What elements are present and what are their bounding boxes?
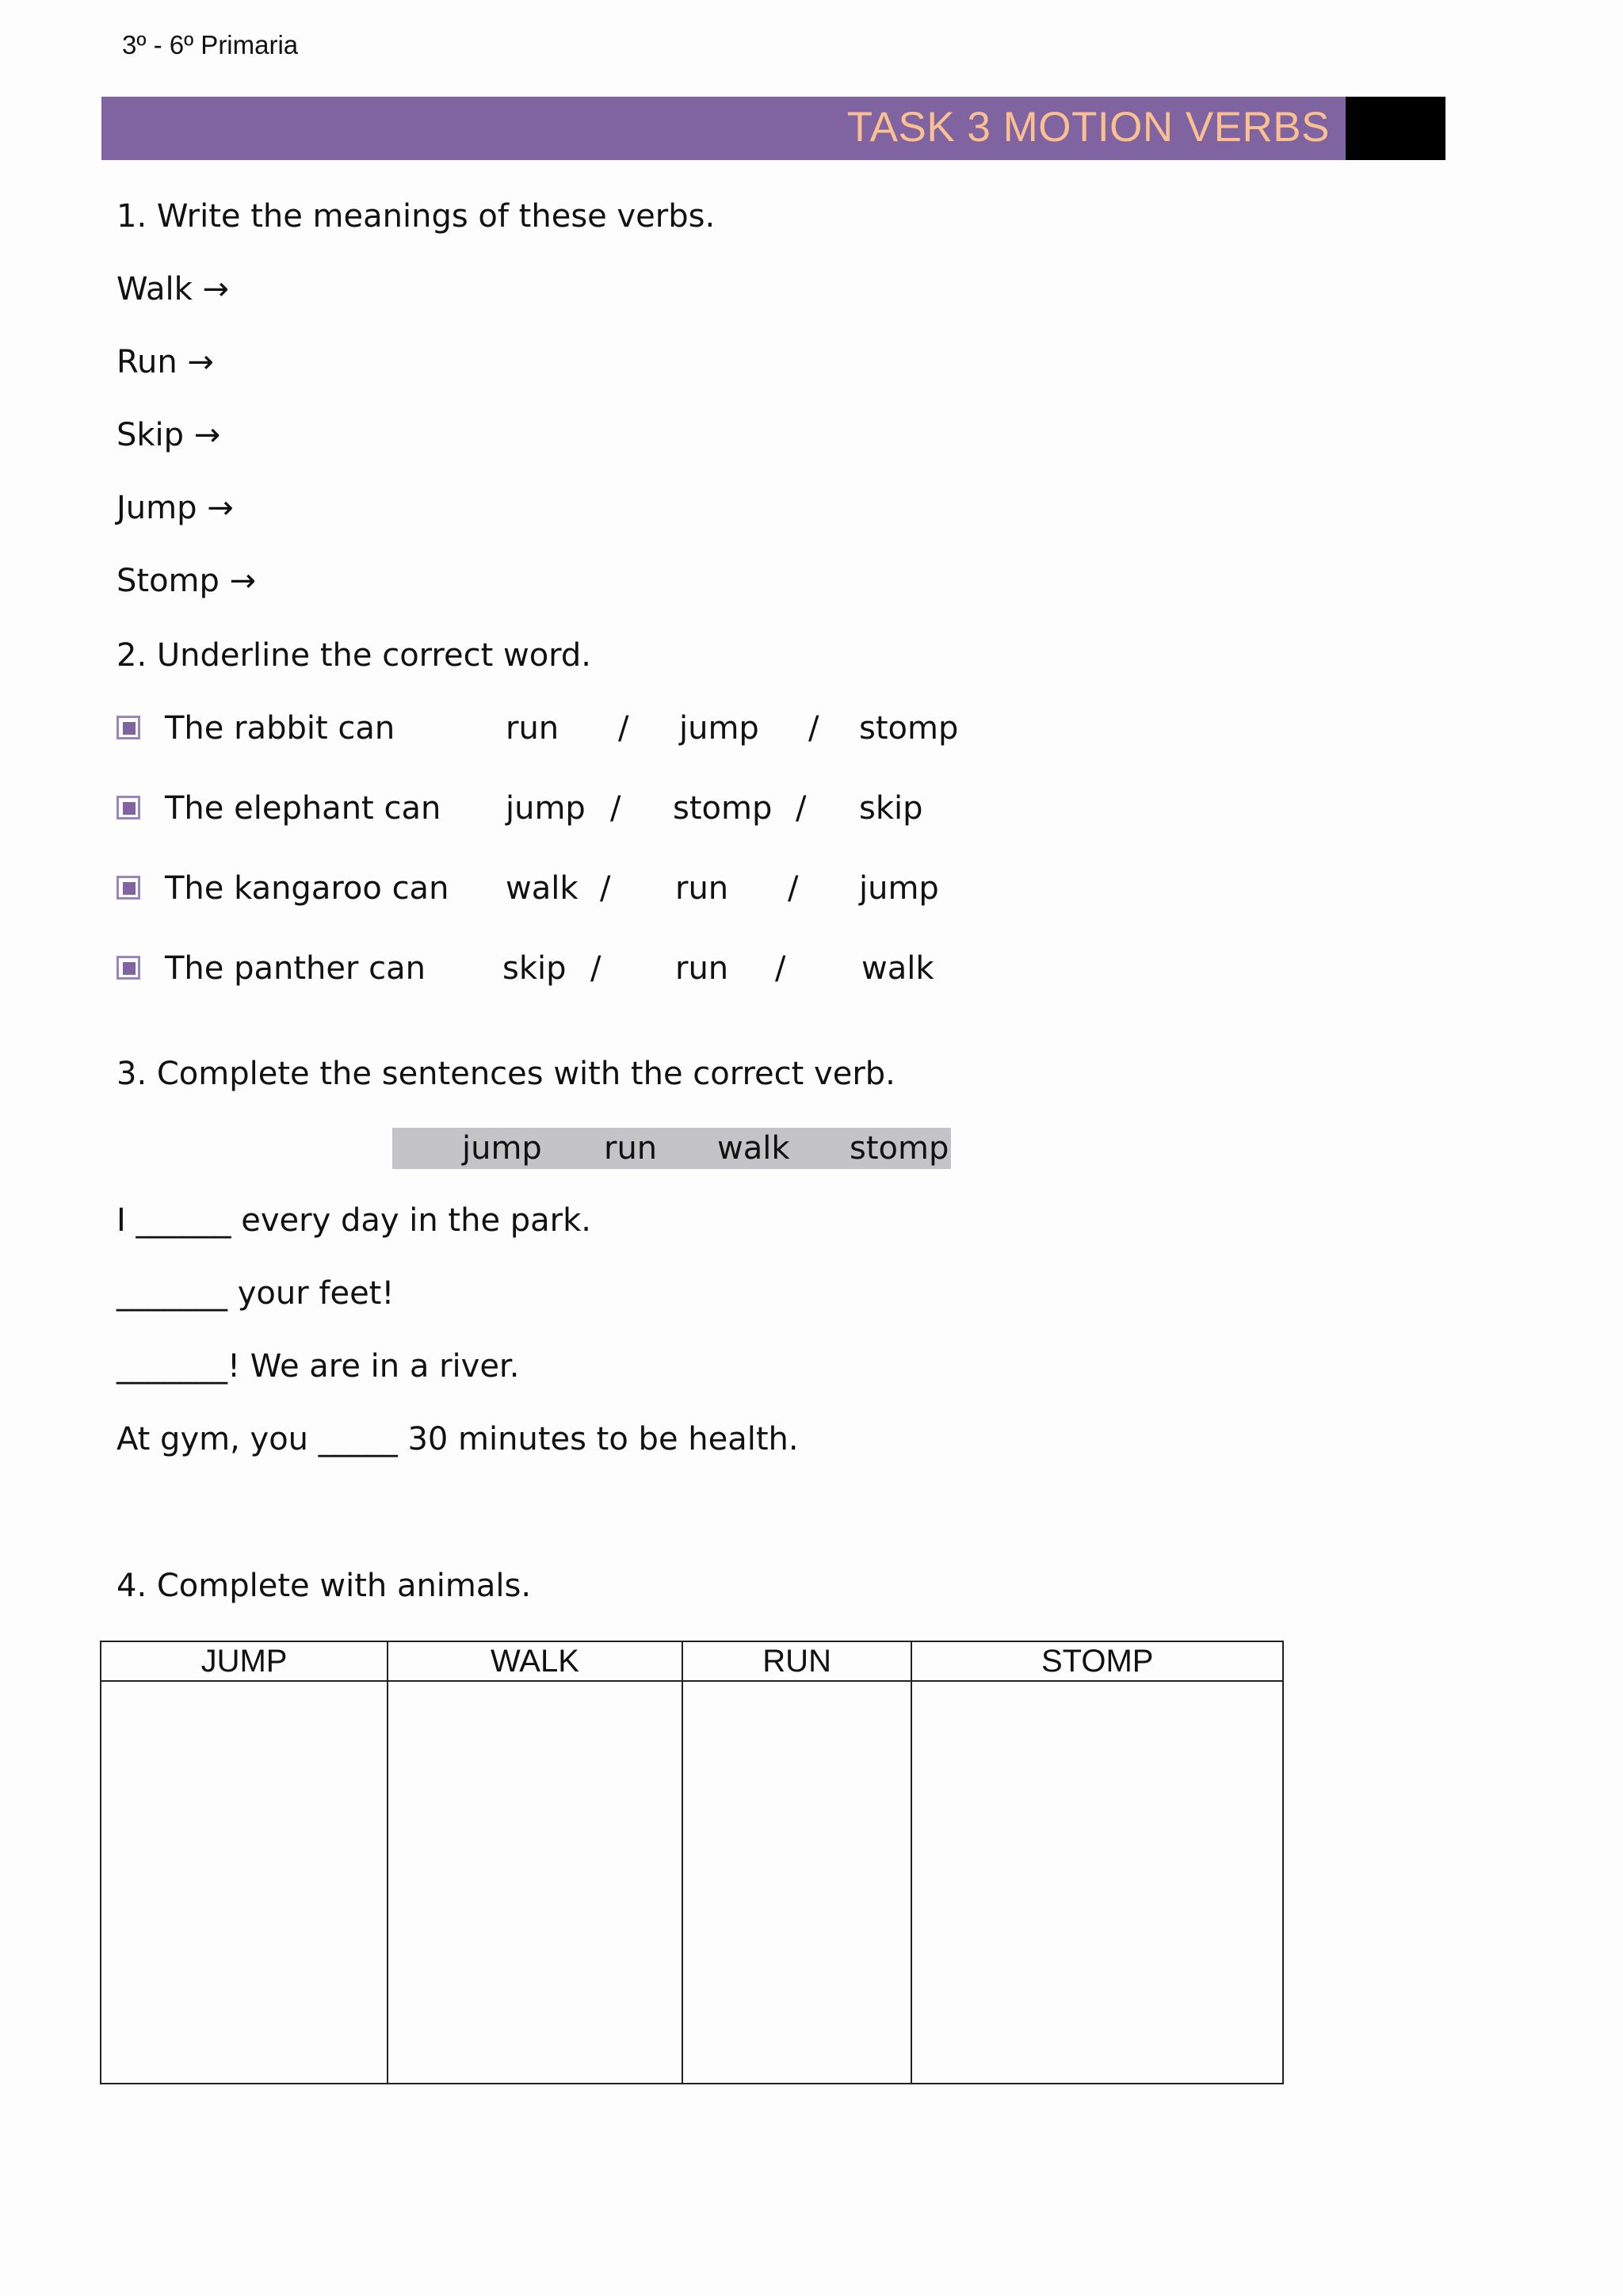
word-option[interactable]: jump xyxy=(506,790,586,827)
separator: / xyxy=(590,950,601,987)
meaning-item-jump: Jump → xyxy=(116,490,234,526)
word-option[interactable]: run xyxy=(675,870,729,907)
animals-table xyxy=(100,1641,1284,2084)
square-bullet-icon xyxy=(116,796,140,819)
separator: / xyxy=(796,790,807,827)
word-option[interactable]: run xyxy=(506,710,559,747)
answer-cell-walk[interactable] xyxy=(388,1681,682,2084)
section2-heading: 2. Underline the correct word. xyxy=(116,637,592,674)
word-option[interactable]: jump xyxy=(859,870,939,907)
column-header-walk: WALK xyxy=(388,1641,682,1681)
underline-subject: The panther can xyxy=(165,950,426,987)
square-bullet-icon xyxy=(116,876,140,900)
word-bank-item: jump xyxy=(462,1130,542,1167)
separator: / xyxy=(618,710,629,747)
meaning-item-stomp: Stomp → xyxy=(116,563,257,599)
word-bank-item: run xyxy=(604,1130,658,1167)
word-option[interactable]: skip xyxy=(859,790,923,827)
separator: / xyxy=(788,870,799,907)
word-bank-item: stomp xyxy=(850,1130,949,1167)
column-header-stomp: STOMP xyxy=(911,1641,1283,1681)
fill-sentence: _______ your feet! xyxy=(116,1275,395,1312)
underline-subject: The rabbit can xyxy=(165,710,395,747)
square-bullet-icon xyxy=(116,716,140,739)
meaning-item-walk: Walk → xyxy=(116,271,230,308)
separator: / xyxy=(808,710,819,747)
meaning-item-run: Run → xyxy=(116,344,214,380)
grade-level: 3º - 6º Primaria xyxy=(122,30,299,59)
separator: / xyxy=(775,950,786,987)
word-option[interactable]: stomp xyxy=(673,790,773,827)
word-option[interactable]: walk xyxy=(861,950,934,987)
word-option[interactable]: stomp xyxy=(859,710,959,747)
word-bank xyxy=(392,1128,951,1169)
word-option[interactable]: run xyxy=(675,950,729,987)
separator: / xyxy=(610,790,621,827)
fill-sentence: _______! We are in a river. xyxy=(116,1348,520,1385)
answer-cell-jump[interactable] xyxy=(101,1681,388,2084)
meaning-item-skip: Skip → xyxy=(116,417,221,453)
section1-heading: 1. Write the meanings of these verbs. xyxy=(116,198,716,235)
separator: / xyxy=(600,870,611,907)
square-bullet-icon xyxy=(116,956,140,980)
title-banner xyxy=(101,97,1445,160)
answer-cell-stomp[interactable] xyxy=(911,1681,1283,2084)
answer-cell-run[interactable] xyxy=(682,1681,912,2084)
page-title: TASK 3 MOTION VERBS xyxy=(846,104,1330,151)
underline-subject: The elephant can xyxy=(165,790,441,827)
word-option[interactable]: skip xyxy=(502,950,567,987)
fill-sentence: At gym, you _____ 30 minutes to be health. xyxy=(116,1421,799,1457)
column-header-run: RUN xyxy=(682,1641,912,1681)
underline-subject: The kangaroo can xyxy=(165,870,449,907)
fill-sentence: I ______ every day in the park. xyxy=(116,1202,592,1239)
word-option[interactable]: jump xyxy=(679,710,759,747)
column-header-jump: JUMP xyxy=(101,1641,388,1681)
section4-heading: 4. Complete with animals. xyxy=(116,1568,532,1604)
word-option[interactable]: walk xyxy=(506,870,579,907)
section3-heading: 3. Complete the sentences with the correct verb. xyxy=(116,1056,896,1092)
banner-end-block xyxy=(1346,97,1445,160)
word-bank-item: walk xyxy=(717,1130,790,1167)
